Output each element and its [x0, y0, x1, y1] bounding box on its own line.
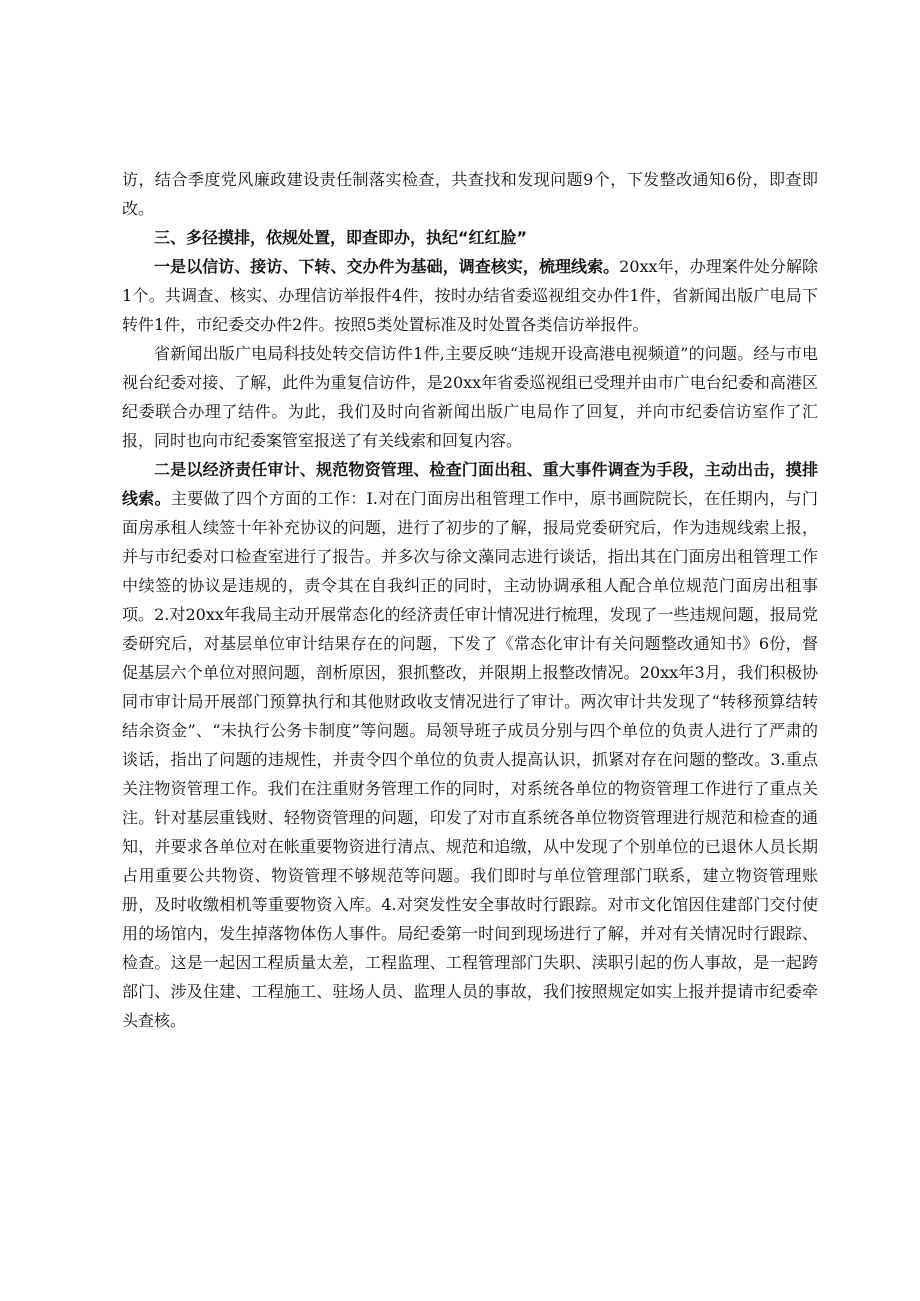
paragraph-text: 省新闻出版广电局科技处转交信访件1件,主要反映“违规开设高港电视频道”的问题。经与市电视台纪委对接、了解，此件为重复信访件，是20xx年省委巡视组已受理并由市广电台纪委和高港区纪委联合办理了结件。为此，我们及时向省新闻出版广电局作了回复，并向市纪委信访室作了汇报，同时也向市纪委案管室报送了有关线索和回复内容。 [122, 344, 818, 450]
paragraph-text: 主要做了四个方面的工作：I.对在门面房出租管理工作中，原书画院院长，在任期内，与门面房承租人续签十年补充协议的问题，进行了初步的了解，报局党委研究后，作为违规线索上报，并与市纪委对口检查室进行了报告。并多次与徐文藻同志进行谈话，指出其在门面房出租管理工作中续签的协议是违规的，责令其在自我纠正的同时，主动协调承租人配合单位规范门面房出租事项。2.对20xx年我局主动开展常态化的经济责任审计情况进行梳理，发现了一些违规问题，报局党委研究后，对基层单位审计结果存在的问题，下发了《常态化审计有关问题整改通知书》6份，督促基层六个单位对照问题，剖析原因，狠抓整改，并限期上报整改情况。20xx年3月，我们积极协同市审计局开展部门预算执行和其他财政收支情况进行了审计。两次审计共发现了“转移预算结转结余资金”、“未执行公务卡制度”等问题。局领导班子成员分别与四个单位的负责人进行了严肃的谈话，指出了问题的违规性，并责令四个单位的负责人提高认识，抓紧对存在问题的整改。3.重点关注物资管理工作。我们在注重财务管理工作的同时，对系统各单位的物资管理工作进行了重点关注。针对基层重钱财、轻物资管理的问题，印发了对市直系统各单位物资管理进行规范和检查的通知，并要求各单位对在帐重要物资进行清点、规范和追缴，从中发现了个别单位的已退休人员长期占用重要公共物资、物资管理不够规范等问题。我们即时与单位管理部门联系，建立物资管理账册，及时收缴相机等重要物资入库。4.对突发性安全事故时行跟踪。对市文化馆因住建部门交付使用的场馆内，发生掉落物体伤人事件。局纪委第一时间到现场进行了解，并对有关情况时行跟踪、检查。这是一起因工程质量太差，工程监理、工程管理部门失职、渎职引起的伤人事故，是一起跨部门、涉及住建、工程施工、驻场人员、监理人员的事故，我们按照规定如实上报并提请市纪委牵头查核。 [122, 489, 818, 1030]
section-heading [122, 223, 818, 252]
paragraph-audit-measures [122, 455, 818, 1035]
paragraph-text: 访，结合季度党风廉政建设责任制落实检查，共查找和发现问题9个，下发整改通知6份，即查即改。 [122, 170, 818, 218]
document-body [122, 165, 818, 1035]
paragraph-lead: 二是以经济责任审计、规范物资管理、检查门面出租、重大事件调查为手段，主动出击，摸排线索。 [122, 460, 818, 508]
paragraph-lead: 一是以信访、接访、下转、交办件为基础，调查核实，梳理线索。 [154, 257, 620, 276]
paragraph-text: 20xx年，办理案件处分解除1个。共调查、核实、办理信访举报件4件，按时办结省委巡视组交办件1件，省新闻出版广电局下转件1件，市纪委交办件2件。按照5类处置标准及时处置各类信访举报件。 [122, 257, 818, 334]
paragraph-letters-visits [122, 252, 818, 339]
paragraph-transferred-case [122, 339, 818, 455]
section-heading-text: 三、多径摸排，依规处置，即查即办，执纪“红红脸” [154, 228, 528, 247]
paragraph-continuation [122, 165, 818, 223]
